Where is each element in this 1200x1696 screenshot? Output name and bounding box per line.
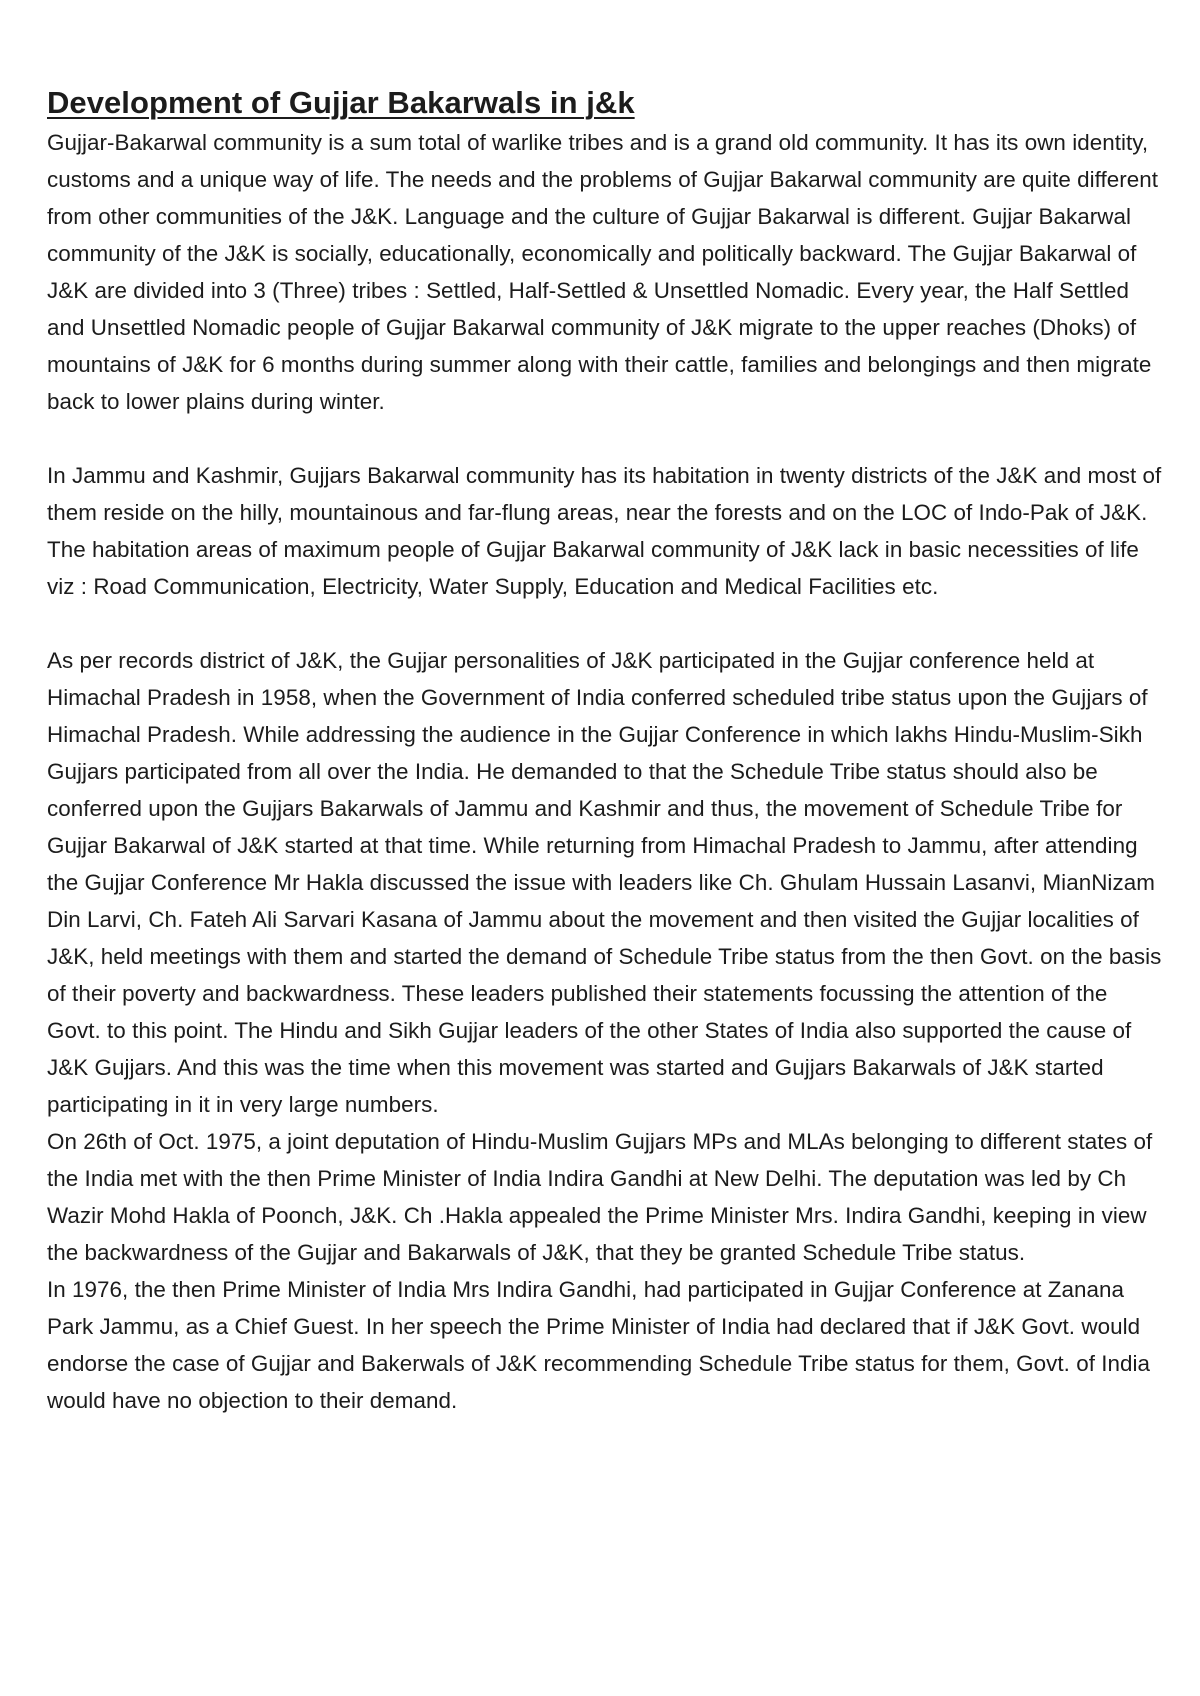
paragraph-st-movement: As per records district of J&K, the Gujjar personalities of J&K participated in the Gujjar conference held at Himachal Pradesh in 1958, when the Government of India conferred scheduled tribe status upon the Gujjars of Himachal Pradesh. While addressing the audience in the Gujjar Conference in which lakhs Hindu-Muslim-Sikh Gujjars participated from all over the India. He demanded to that the Schedule Tribe status should also be conferred upon the Gujjars Bakarwals of Jammu and Kashmir and thus, the movement of Schedule Tribe for Gujjar Bakarwal of J&K started at that time. While returning from Himachal Pradesh to Jammu, after attending the Gujjar Conference Mr Hakla discussed the issue with leaders like Ch. Ghulam Hussain Lasanvi, MianNizam Din Larvi, Ch. Fateh Ali Sarvari Kasana of Jammu about the movement and then visited the Gujjar localities of J&K, held meetings with them and started the demand of Schedule Tribe status from the then Govt. on the basis of their poverty and backwardness. These leaders published their statements focussing the attention of the Govt. to this point. The Hindu and Sikh Gujjar leaders of the other States of India also supported the cause of J&K Gujjars. And this was the time when this movement was started and Gujjars Bakarwals of J&K started participating in it in very large numbers. <box>47 648 1162 1117</box>
document-title: Development of Gujjar Bakarwals in j&k <box>47 85 635 120</box>
paragraph-1975-deputation: On 26th of Oct. 1975, a joint deputation of Hindu-Muslim Gujjars MPs and MLAs belonging to different states of the India met with the then Prime Minister of India Indira Gandhi at New Delhi. The deputation was led by Ch Wazir Mohd Hakla of Poonch, J&K. Ch .Hakla appealed the Prime Minister Mrs. Indira Gandhi, keeping in view the backwardness of the Gujjar and Bakarwals of J&K, that they be granted Schedule Tribe status. <box>47 1129 1153 1265</box>
paragraph-spacer <box>47 605 1167 642</box>
document-body <box>47 82 1167 1419</box>
paragraph-1976-conference: In 1976, the then Prime Minister of India Mrs Indira Gandhi, had participated in Gujjar Conference at Zanana Park Jammu, as a Chief Guest. In her speech the Prime Minister of India had declared that if J&K Govt. would endorse the case of Gujjar and Bakerwals of J&K recommending Schedule Tribe status for them, Govt. of India would have no objection to their demand. <box>47 1277 1151 1413</box>
paragraph-spacer <box>47 420 1167 457</box>
paragraph-community-overview: Gujjar-Bakarwal community is a sum total of warlike tribes and is a grand old community. It has its own identity, customs and a unique way of life. The needs and the problems of Gujjar Bakarwal community are quite different from other communities of the J&K. Language and the culture of Gujjar Bakarwal is different. Gujjar Bakarwal community of the J&K is socially, educationally, economically and politically backward. The Gujjar Bakarwal of J&K are divided into 3 (Three) tribes : Settled, Half-Settled & Unsettled Nomadic. Every year, the Half Settled and Unsettled Nomadic people of Gujjar Bakarwal community of J&K migrate to the upper reaches (Dhoks) of mountains of J&K for 6 months during summer along with their cattle, families and belongings and then migrate back to lower plains during winter. <box>47 130 1159 414</box>
paragraph-habitation: In Jammu and Kashmir, Gujjars Bakarwal community has its habitation in twenty districts of the J&K and most of them reside on the hilly, mountainous and far-flung areas, near the forests and on the LOC of Indo-Pak of J&K. The habitation areas of maximum people of Gujjar Bakarwal community of J&K lack in basic necessities of life viz : Road Communication, Electricity, Water Supply, Education and Medical Facilities etc. <box>47 463 1162 599</box>
